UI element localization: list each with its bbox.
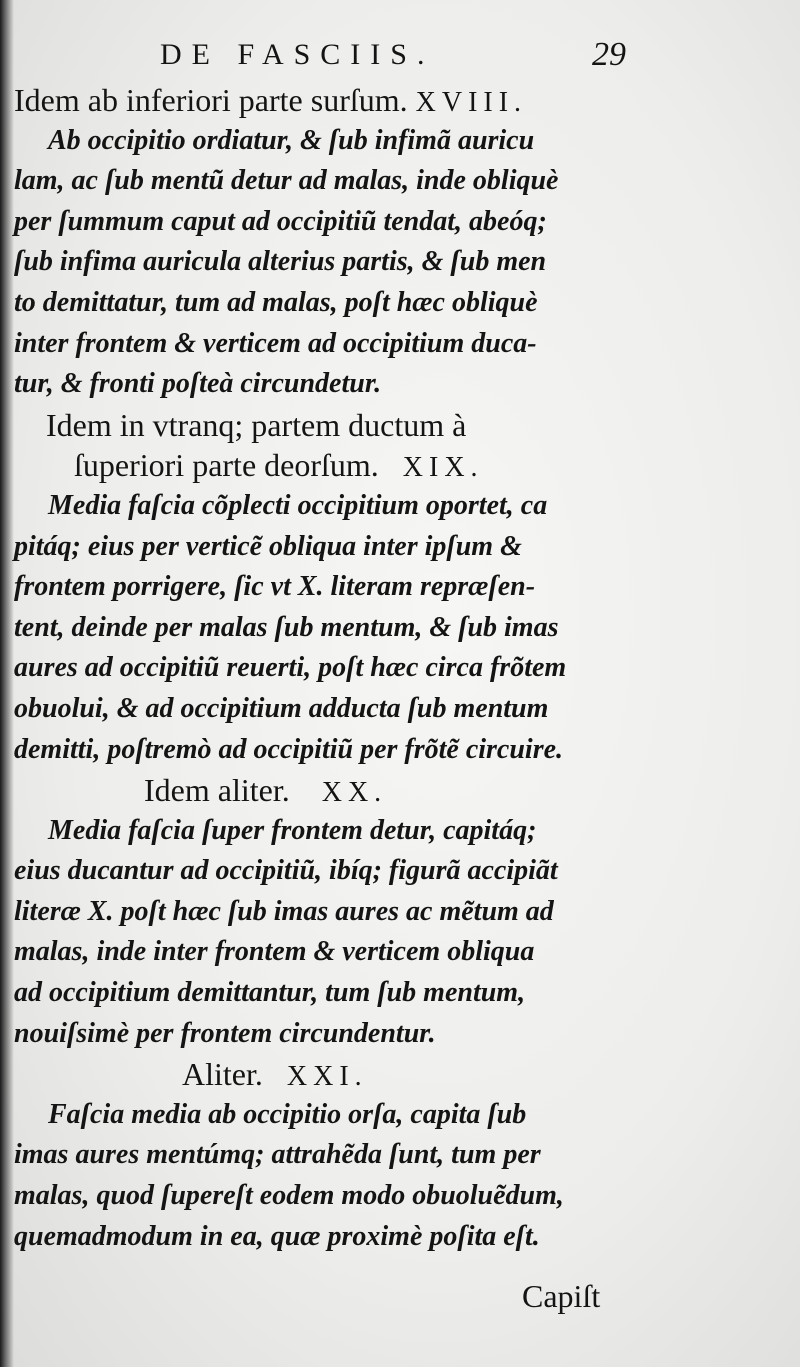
text-line: tent, deinde per malas ſub mentum, & ſub imas xyxy=(14,611,559,643)
catchword: Capiſt xyxy=(522,1278,601,1314)
section-heading xyxy=(14,770,639,811)
section-number: XVIII. xyxy=(415,87,528,118)
section-heading xyxy=(14,1054,639,1095)
page-number: 29 xyxy=(592,36,626,73)
text-line: eius ducantur ad occipitiũ, ibíq; figurã accipiãt xyxy=(14,855,558,887)
heading-text: Idem in vtranq; partem ductum à xyxy=(46,406,467,443)
text-line: nouiſsimè per frontem circundentur. xyxy=(14,1017,436,1049)
heading-text: Idem ab inferiori parte surſum. xyxy=(14,82,408,118)
text-line: obuolui, & ad occipitium adducta ſub mentum xyxy=(14,692,549,724)
text-line: malas, inde inter frontem & verticem obliqua xyxy=(14,936,535,968)
text-block xyxy=(14,80,639,1257)
running-head: DE FASCIIS. xyxy=(160,38,435,71)
text-line: tur, & fronti poſteà circundetur. xyxy=(14,368,382,400)
heading-text: Idem aliter. xyxy=(144,772,290,809)
heading-text: ſuperiori parte deorſum. xyxy=(74,447,379,484)
text-line: Media faſcia ſuper frontem detur, capitáq; xyxy=(48,814,537,846)
section-number: XXI. xyxy=(286,1061,368,1093)
text-line: pitáq; eius per verticẽ obliqua inter ipſum & xyxy=(14,530,522,562)
text-line: per ſummum caput ad occipitiũ tendat, abeóq; xyxy=(14,205,547,237)
text-line: Ab occipitio ordiatur, & ſub infimã auricu xyxy=(48,124,535,156)
text-line: aures ad occipitiũ reuerti, poſt hæc circa frõtem xyxy=(14,652,567,684)
section-heading xyxy=(14,445,639,486)
text-line: literæ X. poſt hæc ſub imas aures ac mẽtum ad xyxy=(14,895,554,927)
text-line: ſub infima auricula alterius partis, & ſub men xyxy=(14,246,547,278)
text-line: ad occipitium demittantur, tum ſub mentum, xyxy=(14,977,526,1009)
text-line: Media faſcia cõplecti occipitium oportet, ca xyxy=(48,489,548,521)
section-number: XIX. xyxy=(402,452,484,484)
text-line: inter frontem & verticem ad occipitium duca- xyxy=(14,327,537,359)
text-line: frontem porrigere, ſic vt X. literam repræſen- xyxy=(14,571,536,603)
text-line: imas aures mentúmq; attrahẽda ſunt, tum per xyxy=(14,1139,541,1171)
text-line: lam, ac ſub mentũ detur ad malas, inde obliquè xyxy=(14,165,559,197)
page-gutter-shadow xyxy=(0,0,14,1367)
text-line: demitti, poſtremò ad occipitiũ per frõtẽ circuire. xyxy=(14,733,564,765)
text-line: Faſcia media ab occipitio orſa, capita ſub xyxy=(48,1098,527,1130)
text-line: to demittatur, tum ad malas, poſt hæc obliquè xyxy=(14,286,538,318)
text-line: quemadmodum in ea, quæ proximè poſita eſt. xyxy=(14,1220,540,1252)
text-line: malas, quod ſupereſt eodem modo obuoluẽdum, xyxy=(14,1180,564,1212)
section-heading xyxy=(14,405,639,446)
section-number: XX. xyxy=(321,777,388,809)
section-heading xyxy=(14,80,639,121)
heading-text: Aliter. xyxy=(182,1056,263,1093)
